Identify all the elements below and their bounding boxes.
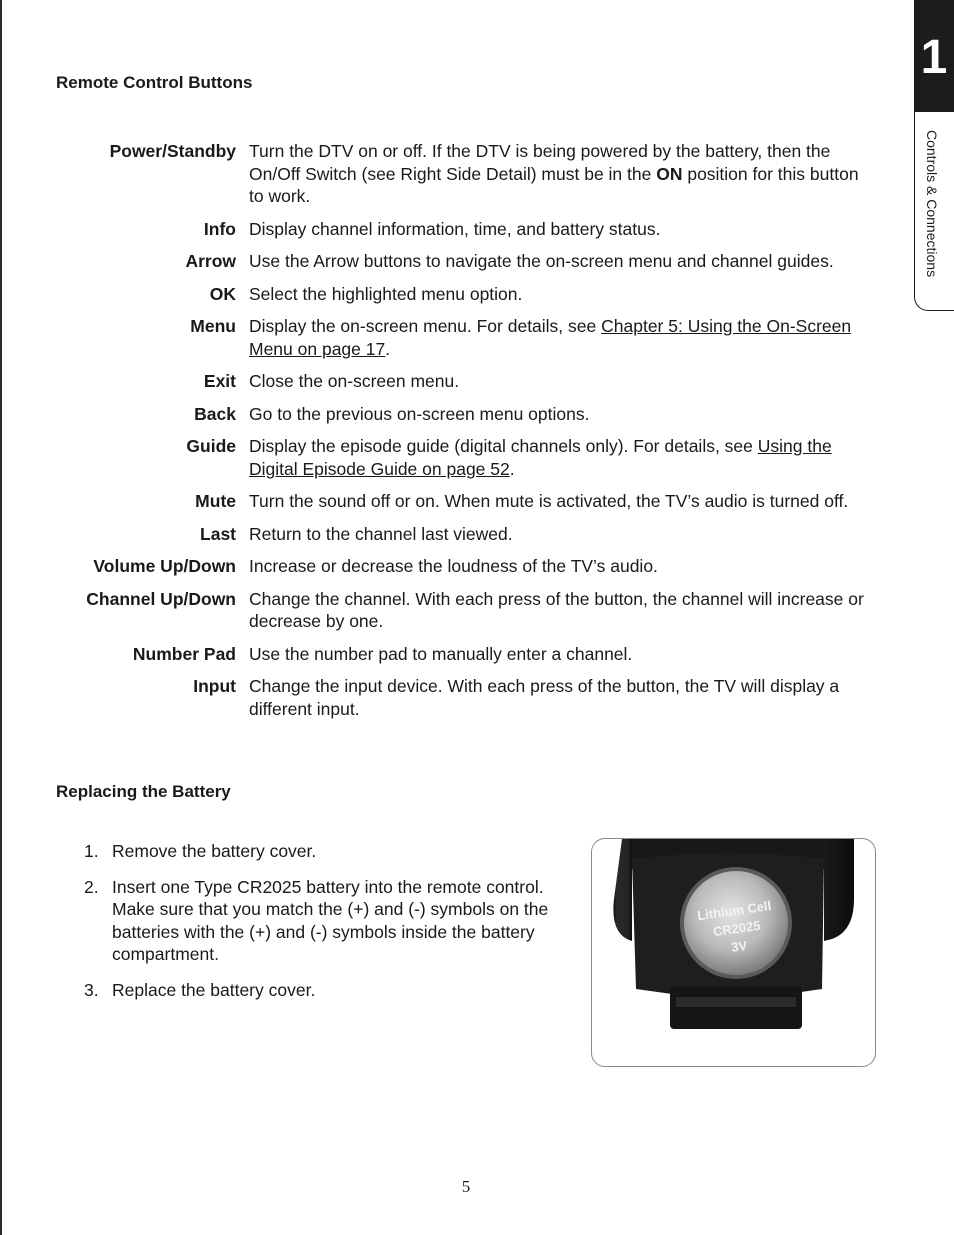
button-name: Arrow: [185, 251, 236, 271]
remote-battery-illustration: [592, 839, 876, 1067]
button-description: [249, 673, 875, 720]
definition-row: [0, 138, 900, 208]
button-name: Exit: [203, 371, 236, 391]
chapter-tab: [914, 0, 954, 112]
chapter-number: 1: [920, 31, 948, 84]
step-text: Remove the battery cover.: [112, 841, 317, 861]
button-name: OK: [209, 283, 236, 304]
definition-row: [0, 673, 900, 720]
battery-compartment-photo: [591, 838, 876, 1067]
step-item: [78, 876, 558, 966]
button-description: [249, 586, 875, 633]
button-name: Power/Standby: [109, 141, 236, 161]
description-text: Turn the DTV on or off. If the DTV is being powered by the battery, then the On/Off Switch (see Right Side Detail) must be in the: [249, 141, 831, 184]
button-description: [249, 248, 875, 273]
definition-row: [0, 401, 900, 426]
step-number: 1.: [84, 841, 99, 861]
description-text: Display the episode guide (digital channels only). For details, see: [249, 436, 758, 456]
step-text: Replace the battery cover.: [112, 979, 316, 1000]
button-description: [249, 488, 875, 513]
battery-steps-list: [78, 840, 558, 1014]
button-description: [249, 433, 875, 480]
button-name: Guide: [186, 436, 236, 456]
cross-reference-link[interactable]: Chapter 5: Using the On-Screen Menu on page 17: [249, 316, 852, 359]
battery-label-line-2: CR2025: [712, 917, 762, 940]
button-definition-list: [0, 138, 900, 728]
button-name: Input: [193, 676, 236, 696]
button-description: [249, 553, 875, 578]
description-text: Change the input device. With each press of the button, the TV will display a different input.: [249, 676, 840, 719]
description-text: Turn the sound off or on. When mute is activated, the TV’s audio is turned off.: [249, 491, 849, 511]
definition-row: [0, 313, 900, 360]
description-text: Display channel information, time, and battery status.: [249, 218, 661, 239]
button-description: [249, 313, 875, 360]
definition-row: [0, 248, 900, 273]
definition-row: [0, 433, 900, 480]
chapter-tab-label: Controls & Connections: [924, 130, 940, 278]
section-title-battery: Replacing the Battery: [56, 782, 231, 801]
description-text: Go to the previous on-screen menu options.: [249, 403, 590, 424]
step-number: 2.: [84, 876, 99, 897]
bold-text: ON: [656, 163, 683, 184]
definition-row: [0, 488, 900, 513]
description-text: Select the highlighted menu option.: [249, 283, 523, 304]
definition-row: [0, 216, 900, 241]
battery-label-line-1: Lithium Cell: [696, 898, 773, 924]
definition-row: [0, 281, 900, 306]
description-text: Use the number pad to manually enter a channel.: [249, 643, 633, 664]
description-text: Close the on-screen menu.: [249, 371, 460, 391]
button-name: Mute: [195, 491, 236, 511]
definition-row: [0, 641, 900, 666]
description-text: Display the on-screen menu. For details, see: [249, 316, 602, 336]
button-description: [249, 138, 875, 208]
button-description: [249, 641, 875, 666]
description-text: .: [385, 338, 391, 359]
button-name: Volume Up/Down: [93, 556, 236, 576]
definition-row: [0, 368, 900, 393]
button-description: [249, 401, 875, 426]
remote-body-left: [613, 839, 632, 941]
definition-row: [0, 521, 900, 546]
button-name: Menu: [190, 316, 236, 336]
description-text: Return to the channel last viewed.: [249, 523, 513, 544]
description-text: Change the channel. With each press of the button, the channel will increase or decrease by one.: [249, 588, 864, 631]
description-text: position for this button to work.: [249, 163, 859, 206]
battery-label-line-3: 3V: [730, 937, 749, 955]
description-text: Use the Arrow buttons to navigate the on-screen menu and channel guides.: [249, 251, 834, 271]
button-name: Info: [203, 218, 236, 239]
definition-row: [0, 586, 900, 633]
button-description: [249, 216, 875, 241]
button-description: [249, 521, 875, 546]
page-number: 5: [461, 1177, 471, 1196]
button-name: Channel Up/Down: [86, 588, 236, 609]
description-text: Increase or decrease the loudness of the TV’s audio.: [249, 556, 658, 576]
step-number: 3.: [84, 979, 99, 1000]
button-name: Back: [194, 403, 236, 424]
step-item: [78, 840, 558, 863]
battery-cover-clip: [670, 987, 802, 1029]
button-description: [249, 368, 875, 393]
step-item: [78, 979, 558, 1002]
definition-row: [0, 553, 900, 578]
button-name: Last: [200, 523, 236, 544]
button-description: [249, 281, 875, 306]
cross-reference-link[interactable]: Using the Digital Episode Guide on page 52: [249, 436, 832, 479]
step-text: Insert one Type CR2025 battery into the remote control. Make sure that you match the (+) and (-) symbols on the batteries with the (+) and (-) symbols inside the battery compartment.: [112, 876, 549, 964]
section-title-remote: Remote Control Buttons: [56, 73, 253, 92]
description-text: .: [509, 458, 515, 479]
button-name: Number Pad: [132, 643, 236, 664]
